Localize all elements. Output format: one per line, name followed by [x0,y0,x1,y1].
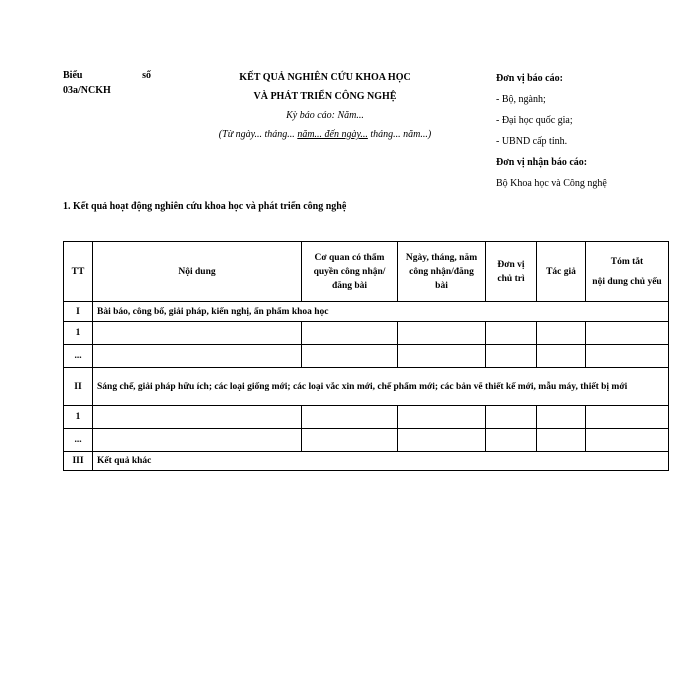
report-title-line-1: KẾT QUẢ NGHIÊN CỨU KHOA HỌC [239,72,411,83]
cell-agency [302,406,398,429]
cell-unit [486,429,537,452]
section-title: 1. Kết quả hoạt động nghiên cứu khoa học và phát triển công nghệ [63,201,347,212]
cell-date [398,406,486,429]
report-period: Kỳ báo cáo: Năm... [286,110,364,121]
table-row [64,406,669,429]
form-label: Biểu [63,70,83,81]
cell-unit [486,322,537,345]
results-table [63,241,669,471]
receiving-unit-label: Đơn vị nhận báo cáo: [496,157,588,168]
report-title-line-2: VÀ PHÁT TRIỂN CÔNG NGHỆ [253,91,397,102]
header-content: Nội dung [93,242,302,302]
date-range-underlined: năm... đến ngày... [297,129,368,140]
receiving-unit: Bộ Khoa học và Công nghệ [496,178,607,189]
header-summary [586,242,669,302]
table-row [64,345,669,368]
cell-agency [302,345,398,368]
section-num: I [64,302,93,322]
cell-content [93,429,302,452]
cell-author [537,345,586,368]
cell-author [537,406,586,429]
row-num: 1 [64,322,93,345]
reporting-unit-2: - Đại học quốc gia; [496,115,573,126]
reporting-unit-1: - Bộ, ngành; [496,94,546,105]
units-block [496,68,607,194]
row-num: ... [64,429,93,452]
cell-author [537,322,586,345]
section-label: Kết quả khác [93,452,669,471]
header-tt: TT [64,242,93,302]
cell-summary [586,406,669,429]
cell-date [398,322,486,345]
cell-agency [302,429,398,452]
section-num: II [64,368,93,406]
section-row-III [64,452,669,471]
header-agency: Cơ quan có thẩm quyền công nhận/ đăng bài [302,242,398,302]
report-date-range [160,125,490,144]
header-summary-line-2: nội dung chủ yếu [592,276,662,287]
cell-content [93,345,302,368]
section-label: Bài báo, công bố, giải pháp, kiến nghị, ấn phẩm khoa học [93,302,669,322]
cell-date [398,429,486,452]
table-row [64,429,669,452]
form-so: số [142,70,151,81]
form-code-block [63,68,151,98]
report-title-block [160,68,490,144]
table-header-row [64,242,669,302]
cell-content [93,406,302,429]
reporting-unit-3: - UBND cấp tỉnh. [496,136,568,147]
reporting-unit-label: Đơn vị báo cáo: [496,73,563,84]
cell-agency [302,322,398,345]
cell-date [398,345,486,368]
cell-summary [586,322,669,345]
date-range-suffix: tháng... năm...) [367,129,432,140]
cell-summary [586,429,669,452]
section-row-I [64,302,669,322]
table-row [64,322,669,345]
cell-author [537,429,586,452]
header-summary-line-1: Tóm tắt [610,256,644,267]
form-code: 03a/NCKH [63,85,111,96]
cell-content [93,322,302,345]
cell-unit [486,345,537,368]
row-num: ... [64,345,93,368]
date-range-prefix: (Từ ngày... tháng... [218,129,298,140]
section-num: III [64,452,93,471]
row-num: 1 [64,406,93,429]
cell-unit [486,406,537,429]
header-author: Tác giả [537,242,586,302]
header-unit: Đơn vị chủ trì [486,242,537,302]
header-date: Ngày, tháng, năm công nhận/đăng bài [398,242,486,302]
section-label: Sáng chế, giải pháp hữu ích; các loại giống mới; các loại vắc xin mới, chế phẩm mới; các bản vẽ thiết kế mới, mẫu máy, thiết bị mới [93,368,669,406]
section-row-II [64,368,669,406]
cell-summary [586,345,669,368]
